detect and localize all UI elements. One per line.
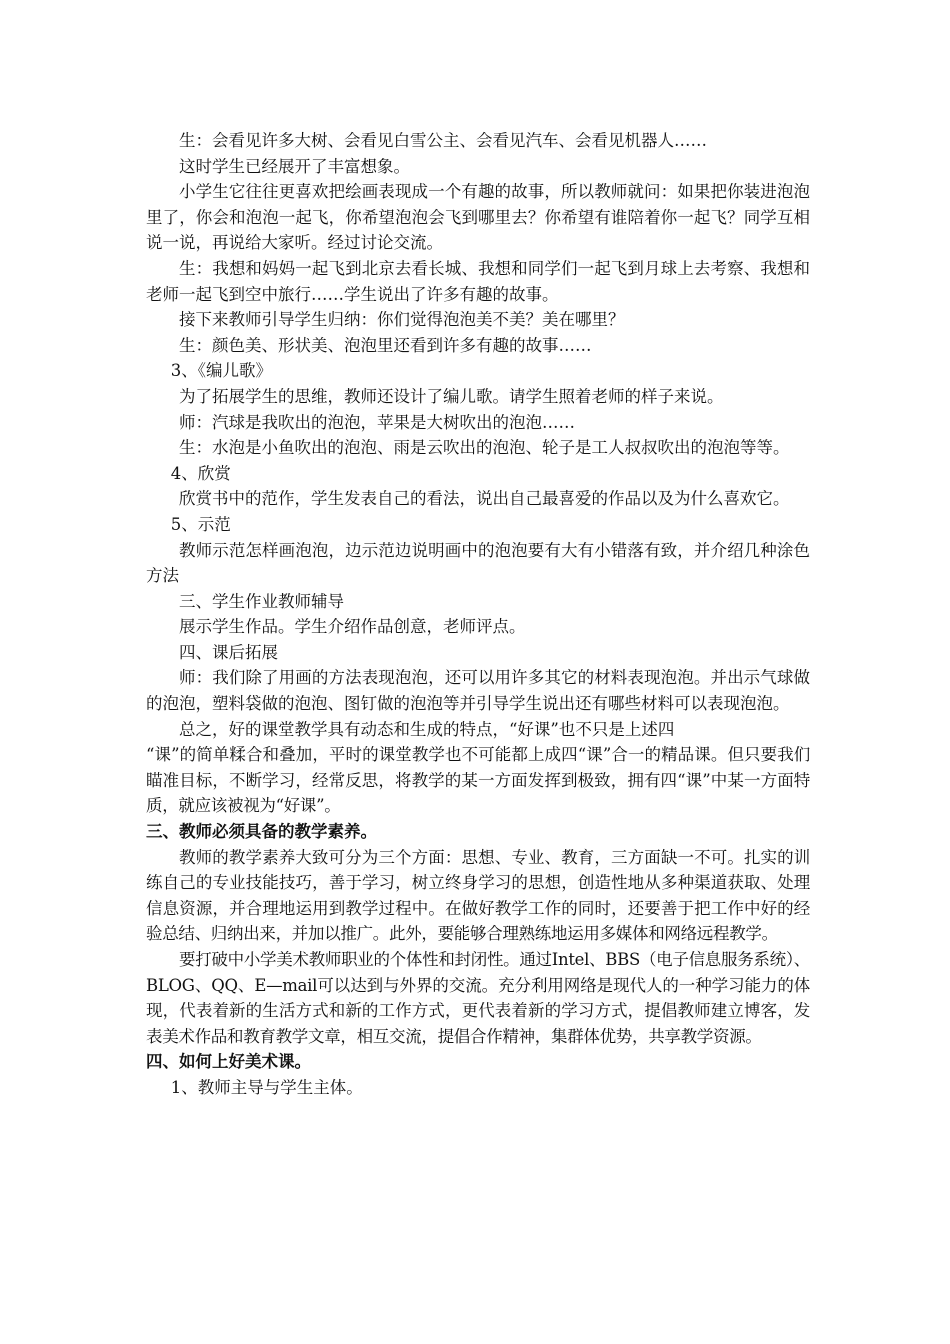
section-heading-bold: 三、教师必须具备的教学素养。	[146, 822, 377, 842]
dialogue-student-answer: 生：会看见许多大树、会看见白雪公主、会看见汽车、会看见机器人……	[179, 131, 707, 150]
section-heading: 四、课后拓展	[179, 642, 278, 662]
paragraph: “课”的简单糅合和叠加，平时的课堂教学也不可能都上成四“课”合一的精品课。但只要我们瞄准目标，不断学习，经常反思，将教学的某一方面发挥到极致，拥有四“课”中某一方面特质，就应该被视为“好课”。	[146, 745, 810, 816]
paragraph: 接下来教师引导学生归纳：你们觉得泡泡美不美？美在哪里？	[179, 310, 625, 330]
paragraph: 教师示范怎样画泡泡，边示范边说明画中的泡泡要有大有小错落有致，并介绍几种涂色方法	[146, 540, 810, 586]
step-heading: 3、《编儿歌》	[170, 361, 272, 381]
paragraph: 生：我想和妈妈一起飞到北京去看长城、我想和同学们一起飞到月球上去考察、我想和老师一起飞到空中旅行……学生说出了许多有趣的故事。	[146, 258, 810, 304]
paragraph: 展示学生作品。学生介绍作品创意，老师评点。	[179, 617, 526, 637]
section-heading-bold: 四、如何上好美术课。	[146, 1052, 311, 1072]
paragraph: 小学生它往往更喜欢把绘画表现成一个有趣的故事，所以教师就问：如果把你装进泡泡里了，你会和泡泡一起飞，你希望泡泡会飞到哪里去？你希望有谁陪着你一起飞？同学互相说一说，再说给大家听。经过讨论交流。	[146, 182, 810, 253]
paragraph: 这时学生已经展开了丰富想象。	[179, 156, 410, 176]
document-body	[146, 128, 810, 1101]
paragraph: 教师的教学素养大致可分为三个方面：思想、专业、教育，三方面缺一不可。扎实的训练自己的专业技能技巧，善于学习，树立终身学习的思想，创造性地从多种渠道获取、处理信息资源，并合理地运用到教学过程中。在做好教学工作的同时，还要善于把工作中好的经验总结、归纳出来，并加以推广。此外，要能够合理熟练地运用多媒体和网络远程教学。	[146, 847, 810, 944]
paragraph: 总之，好的课堂教学具有动态和生成的特点，“好课”也不只是上述四	[179, 719, 675, 739]
paragraph: 欣赏书中的范作，学生发表自己的看法，说出自己最喜爱的作品以及为什么喜欢它。	[179, 489, 790, 509]
subsection-heading: 1、教师主导与学生主体。	[170, 1077, 363, 1097]
paragraph: 为了拓展学生的思维，教师还设计了编儿歌。请学生照着老师的样子来说。	[179, 386, 724, 406]
step-heading: 5、示范	[170, 514, 231, 534]
step-heading: 4、欣赏	[170, 463, 231, 483]
paragraph: 师：我们除了用画的方法表现泡泡，还可以用许多其它的材料表现泡泡。并出示气球做的泡泡，塑料袋做的泡泡、图钉做的泡泡等并引导学生说出还有哪些材料可以表现泡泡。	[146, 668, 810, 714]
paragraph: 要打破中小学美术教师职业的个体性和封闭性。通过Intel、BBS（电子信息服务系统）、BLOG、QQ、E—mail可以达到与外界的交流。充分利用网络是现代人的一种学习能力的体现，代表着新的生活方式和新的工作方式，更代表着新的学习方式，提倡教师建立博客，发表美术作品和教育教学文章，相互交流，提倡合作精神，集群体优势，共享教学资源。	[146, 950, 810, 1046]
section-heading: 三、学生作业教师辅导	[179, 591, 344, 611]
paragraph: 生：颜色美、形状美、泡泡里还看到许多有趣的故事……	[179, 335, 592, 355]
paragraph: 生：水泡是小鱼吹出的泡泡、雨是云吹出的泡泡、轮子是工人叔叔吹出的泡泡等等。	[179, 438, 790, 458]
paragraph: 师：汽球是我吹出的泡泡，苹果是大树吹出的泡泡……	[179, 412, 575, 432]
